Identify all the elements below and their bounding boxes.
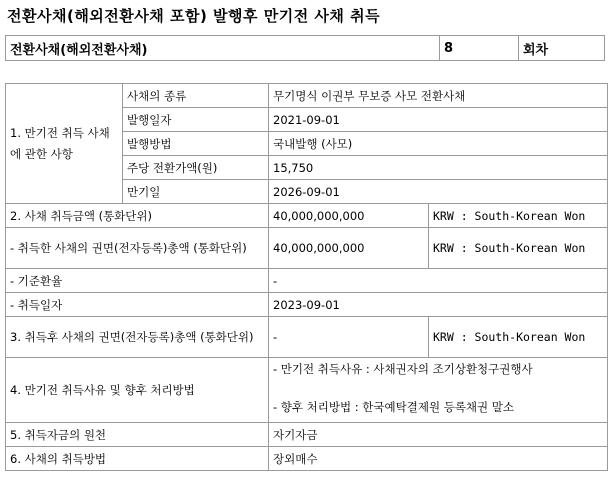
reason-plan-label: 4. 만기전 취득사유 및 향후 처리방법 — [6, 358, 269, 423]
bond-type-label: 전환사채(해외전환사채) — [6, 36, 440, 61]
maturity-date-value: 2026-09-01 — [269, 180, 608, 204]
conversion-price-value: 15,750 — [269, 156, 608, 180]
post-acquisition-total-label: 3. 취득후 사채의 권면(전자등록)총액 (통화단위) — [6, 317, 269, 358]
issue-date-label: 발행일자 — [123, 108, 269, 132]
post-acquisition-total-currency: KRW : South-Korean Won — [429, 317, 608, 358]
reason-plan-cell — [269, 358, 608, 423]
face-total-currency: KRW : South-Korean Won — [429, 228, 608, 269]
issue-method-value: 국내발행 (사모) — [269, 132, 608, 156]
bond-kind-value: 무기명식 이권부 무보증 사모 전환사채 — [269, 84, 608, 108]
acquisition-amount-label: 2. 사채 취득금액 (통화단위) — [6, 204, 269, 228]
future-plan: - 향후 처리방법 : 한국예탁결제원 등록채권 말소 — [273, 400, 515, 414]
acquisition-date-label: - 취득일자 — [6, 293, 269, 317]
bond-header-table — [5, 35, 605, 61]
face-total-label: - 취득한 사채의 권면(전자등록)총액 (통화단위) — [6, 228, 269, 269]
issue-method-label: 발행방법 — [123, 132, 269, 156]
fund-source-label: 5. 취득자금의 원천 — [6, 423, 269, 447]
exchange-rate-value: - — [269, 269, 608, 293]
issue-date-value: 2021-09-01 — [269, 108, 608, 132]
series-unit: 회차 — [519, 36, 605, 61]
acquisition-reason: - 만기전 취득사유 : 사채권자의 조기상환청구권행사 — [273, 362, 533, 376]
series-number: 8 — [440, 36, 519, 61]
acquisition-amount-value: 40,000,000,000 — [269, 204, 429, 228]
acquisition-table — [5, 83, 608, 471]
page-title: 전환사채(해외전환사채 포함) 발행후 만기전 사채 취득 — [7, 7, 381, 25]
maturity-date-label: 만기일 — [123, 180, 269, 204]
acquisition-amount-currency: KRW : South-Korean Won — [429, 204, 608, 228]
bond-kind-label: 사채의 종류 — [123, 84, 269, 108]
fund-source-value: 자기자금 — [269, 423, 608, 447]
post-acquisition-total-value: - — [269, 317, 429, 358]
conversion-price-label: 주당 전환가액(원) — [123, 156, 269, 180]
acquisition-method-label: 6. 사채의 취득방법 — [6, 447, 269, 471]
face-total-value: 40,000,000,000 — [269, 228, 429, 269]
exchange-rate-label: - 기준환율 — [6, 269, 269, 293]
acquisition-date-value: 2023-09-01 — [269, 293, 608, 317]
acquisition-method-value: 장외매수 — [269, 447, 608, 471]
section1-label: 1. 만기전 취득 사채에 관한 사항 — [6, 84, 123, 204]
